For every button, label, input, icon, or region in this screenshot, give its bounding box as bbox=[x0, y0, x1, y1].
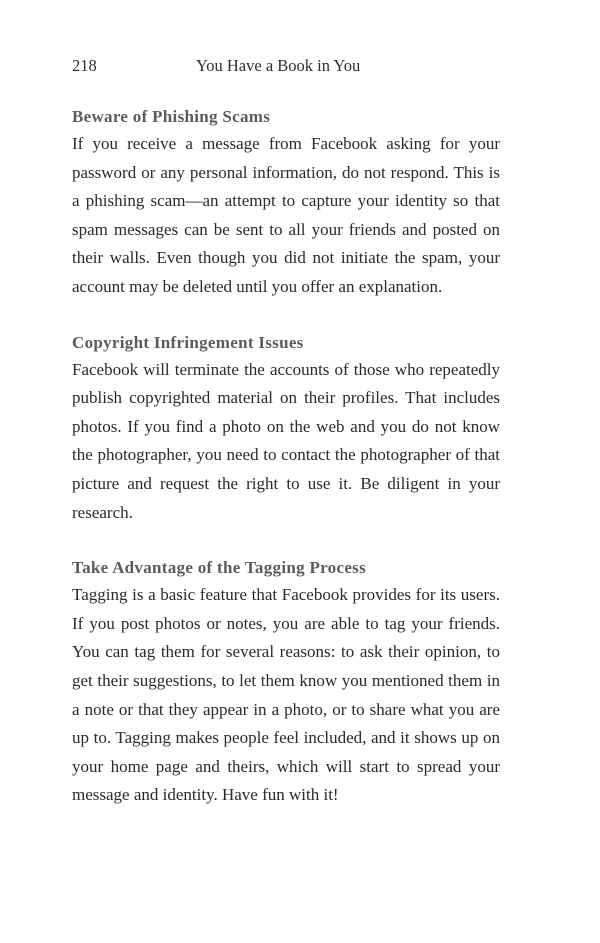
running-header bbox=[72, 52, 500, 82]
book-title: You Have a Book in You bbox=[196, 56, 361, 75]
section-heading: Beware of Phishing Scams bbox=[72, 107, 271, 126]
section-heading: Copyright Infringement Issues bbox=[72, 332, 304, 352]
section-heading: Take Advantage of the Tagging Process bbox=[72, 558, 366, 578]
section-paragraph: Tagging is a basic feature that Facebook provides for its users. If you post photos or notes, you are able to tag your friends. You can tag them for several reasons: to ask their opinion, to get their suggestions, to let them know you mentioned them in a note or that they appear in a photo, or to share what you are up to. Tagging makes people feel included, and it shows up on your home page and theirs, which will start to spread your message and identity. Have fun with it! bbox=[72, 585, 500, 805]
section-tagging-process bbox=[72, 555, 500, 810]
page-number: 218 bbox=[72, 56, 97, 75]
book-page bbox=[72, 52, 500, 810]
section-paragraph: Facebook will terminate the accounts of those who repeatedly publish copyrighted material on their profiles. That includes photos. If you find a photo on the web and you do not know the photographer, you need to contact the photographer of that picture and request the right to use it. Be diligent in your research. bbox=[72, 359, 500, 522]
section-paragraph: If you receive a message from Facebook asking for your password or any personal information, do not respond. This is a phishing scam—an attempt to capture your identity so that spam messages can be sent to all your friends and posted on their walls. Even though you did not initiate the spam, your account may be deleted until you offer an explanation. bbox=[72, 134, 500, 296]
section-copyright-infringement bbox=[72, 330, 500, 528]
section-phishing-scams bbox=[72, 104, 500, 302]
